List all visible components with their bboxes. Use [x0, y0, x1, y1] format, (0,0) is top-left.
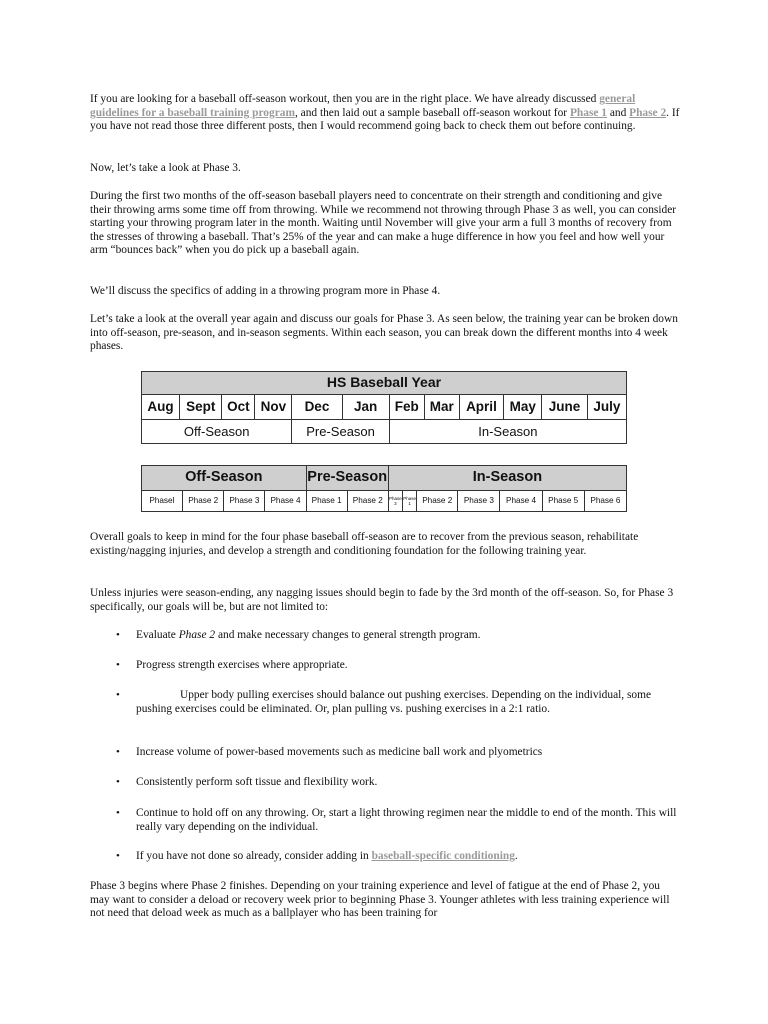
- header-in-season: In-Season: [388, 466, 626, 491]
- overall-goals-paragraph: Overall goals to keep in mind for the four phase baseball off-season are to recover from the previous season, rehabilitate existing/nagging injuries, and develop a strength and conditioning foundation for the following training year.: [90, 531, 639, 557]
- goal-7-text-end: .: [514, 850, 518, 862]
- phase-cell: Phase 4: [500, 491, 542, 512]
- goal-item-6: Continue to hold off on any throwing. Or, start a light throwing regimen near the middle to end of the month. This will really vary depending on the individual.: [136, 807, 677, 833]
- intro-text-4: . If you have not read those three different posts, then I would recommend going back to check them out before continuing.: [90, 106, 680, 133]
- phase-cell: Phase 2: [347, 491, 388, 512]
- month-cell: Nov: [255, 395, 292, 420]
- bullet-marker: •: [116, 850, 120, 862]
- intro-text-1: If you are looking for a baseball off-season workout, then you are in the right place. We have already discussed: [90, 93, 600, 105]
- goal-item-1: [136, 629, 681, 643]
- link-general-guidelines[interactable]: general guidelines for a baseball training program: [90, 93, 636, 119]
- phase-cell: Phase 2: [183, 491, 224, 512]
- month-cell: Oct: [222, 395, 255, 420]
- season-pre: Pre-Season: [292, 420, 389, 444]
- month-cell: Jan: [342, 395, 389, 420]
- hs-baseball-year-table: [141, 371, 627, 444]
- phase-cell: Phase 1: [306, 491, 347, 512]
- phase-3-begins-paragraph: Phase 3 begins where Phase 2 finishes. Depending on your training experience and level of fatigue at the end of Phase 2, you may want to consider a deload or recovery week prior to beginning Phase 3. Younger athletes with less training experience will not need that deload week as much as a ballplayer who has been training for: [90, 880, 670, 920]
- throwing-program-paragraph: We’ll discuss the specifics of adding in a throwing program more in Phase 4.: [90, 285, 441, 297]
- goal-item-5: Consistently perform soft tissue and flexibility work.: [136, 776, 378, 788]
- month-cell: Feb: [389, 395, 424, 420]
- goal-item-7: [136, 850, 681, 864]
- header-pre-season: Pre-Season: [306, 466, 388, 491]
- goal-7-text: If you have not done so already, consider adding in: [136, 850, 372, 862]
- unless-injuries-paragraph: Unless injuries were season-ending, any nagging issues should begin to fade by the 3rd month of the off-season. So, for Phase 3 specifically, our goals will be, but are not limited to:: [90, 587, 674, 613]
- intro-text-3: and: [606, 106, 630, 119]
- phase-cell: Phase 5: [542, 491, 584, 512]
- goal-item-3: [136, 689, 681, 716]
- phase-cell: Phase 6: [584, 491, 626, 512]
- goal-1-text-end: and make necessary changes to general strength program.: [215, 629, 481, 641]
- goal-item-2: Progress strength exercises where appropriate.: [136, 659, 348, 671]
- goal-3-text: Upper body pulling exercises should balance out pushing exercises. Depending on the individual, some pushing exercises could be eliminated. Or, plan pulling vs. pushing exercises in a 2:1 ratio.: [136, 689, 652, 715]
- bullet-marker: •: [116, 746, 120, 758]
- month-cell: Mar: [424, 395, 459, 420]
- bullet-marker: •: [116, 807, 120, 819]
- link-baseball-conditioning[interactable]: baseball-specific conditioning: [371, 850, 515, 862]
- month-cell: April: [459, 395, 503, 420]
- phase-cell-narrow: Phase 1: [403, 491, 417, 512]
- link-phase-1[interactable]: Phase 1: [569, 106, 607, 119]
- bullet-marker: •: [116, 776, 120, 788]
- month-cell: Sept: [180, 395, 222, 420]
- goal-1-text: Evaluate: [136, 629, 179, 641]
- intro-paragraph: [90, 93, 680, 134]
- phase-breakdown-table: [141, 465, 627, 512]
- phase-cell-narrow: Phase 3: [388, 491, 402, 512]
- link-phase-2[interactable]: Phase 2: [629, 106, 667, 119]
- season-off: Off-Season: [142, 420, 292, 444]
- phase-cell: Phase 2: [417, 491, 458, 512]
- bullet-marker: •: [116, 659, 120, 671]
- now-paragraph: Now, let’s take a look at Phase 3.: [90, 162, 241, 174]
- month-cell: Aug: [142, 395, 180, 420]
- bullet-marker: •: [116, 689, 120, 701]
- overall-year-paragraph: Let’s take a look at the overall year again and discuss our goals for Phase 3. As seen below, the training year can be broken down into off-season, pre-season, and in-season segments. Within each season, you can break down the different months into 4 week phases.: [90, 313, 678, 353]
- phase-cell: PhaseI: [142, 491, 183, 512]
- bullet-marker: •: [116, 629, 120, 641]
- first-two-months-paragraph: During the first two months of the off-season baseball players need to concentrate on their strength and conditioning and give their throwing arms some time off from throwing. While we recommend not throwing through Phase 3 as well, you can consider starting your throwing program later in the month. Waiting until November will give your arm a full 3 months of recovery from the stresses of throwing a baseball. That’s 25% of the year and can make a huge difference in how you feel and how well your arm “bounces back” when you do pick up a baseball again.: [90, 190, 677, 257]
- season-in: In-Season: [389, 420, 626, 444]
- header-off-season: Off-Season: [142, 466, 307, 491]
- phase-cell: Phase 3: [224, 491, 265, 512]
- month-cell: May: [504, 395, 542, 420]
- month-cell: July: [587, 395, 626, 420]
- goal-1-emphasis: Phase 2: [178, 629, 216, 641]
- phase-cell: Phase 4: [265, 491, 306, 512]
- goal-item-4: Increase volume of power-based movements such as medicine ball work and plyometrics: [136, 746, 543, 758]
- year-table-title: HS Baseball Year: [142, 372, 627, 395]
- phase-cell: Phase 3: [458, 491, 500, 512]
- month-cell: June: [542, 395, 587, 420]
- intro-text-2: , and then laid out a sample baseball off-season workout for: [294, 106, 570, 119]
- month-cell: Dec: [292, 395, 342, 420]
